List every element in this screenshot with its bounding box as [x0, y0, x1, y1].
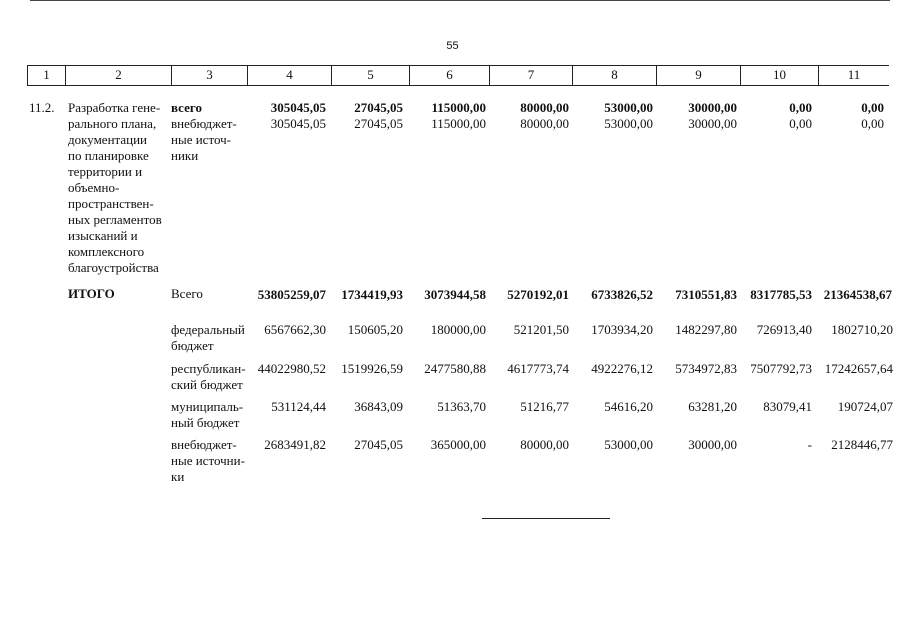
row-name-line: документации: [68, 132, 148, 147]
extrabudget-col10: -: [807, 437, 812, 452]
extrabudget-col6: 365000,00: [430, 437, 486, 452]
top-edge-line: [30, 0, 890, 1]
itogo-total-col8: 6733826,52: [591, 287, 653, 302]
source-line: ники: [171, 148, 199, 163]
header-cell-2: 2: [65, 66, 171, 85]
header-cell-4: 4: [247, 66, 331, 85]
row-name-line: рального плана,: [68, 116, 157, 131]
source-line: федеральный: [171, 322, 245, 337]
itogo-source-federal: [171, 322, 249, 354]
municipal-col10: 83079,41: [763, 399, 812, 414]
federal-col11: 1802710,20: [831, 322, 893, 337]
municipal-col11: 190724,07: [837, 399, 893, 414]
federal-col4: 6567662,30: [264, 322, 326, 337]
source-line: Всего: [171, 286, 203, 301]
federal-col10: 726913,40: [756, 322, 812, 337]
row-name: [68, 100, 172, 276]
extrabudget-col8: 53000,00: [604, 437, 653, 452]
itogo-total-col4: 53805259,07: [257, 287, 326, 302]
itogo-label: ИТОГО: [68, 286, 115, 301]
municipal-col9: 63281,20: [688, 399, 737, 414]
row-name-line: комплексного: [68, 244, 145, 259]
source-line: ные источни-: [171, 453, 245, 468]
source-line: ный бюджет: [171, 415, 240, 430]
source-line: внебюджет-: [171, 116, 237, 131]
end-of-table-rule: [482, 518, 610, 519]
row-total-col10: 0,00: [789, 100, 812, 115]
republic-col6: 2477580,88: [424, 361, 486, 376]
row-total-col6: 115000,00: [431, 100, 486, 115]
table-header-row: [27, 65, 889, 86]
row-total-col9: 30000,00: [688, 100, 737, 115]
itogo-total-col5: 1734419,93: [341, 287, 403, 302]
itogo-source-extrabudget: [171, 437, 249, 485]
row-extra-col6: 115000,00: [431, 116, 486, 131]
republic-col9: 5734972,83: [675, 361, 737, 376]
row-name-line: объемно-: [68, 180, 120, 195]
municipal-col7: 51216,77: [520, 399, 569, 414]
row-name-line: по планировке: [68, 148, 149, 163]
header-cell-6: 6: [409, 66, 489, 85]
row-name-line: ных регламентов: [68, 212, 162, 227]
row-extra-col5: 27045,05: [354, 116, 403, 131]
header-cell-11: 11: [818, 66, 889, 85]
republic-col11: 17242657,64: [824, 361, 893, 376]
source-line: ки: [171, 469, 185, 484]
republic-col8: 4922276,12: [591, 361, 653, 376]
source-extrabudget-label: [171, 116, 247, 164]
row-total-col8: 53000,00: [604, 100, 653, 115]
row-total-col5: 27045,05: [354, 100, 403, 115]
row-extra-col8: 53000,00: [604, 116, 653, 131]
extrabudget-col11: 2128446,77: [831, 437, 893, 452]
republic-col7: 4617773,74: [507, 361, 569, 376]
row-total-col7: 80000,00: [520, 100, 569, 115]
row-total-col4: 305045,05: [270, 100, 326, 115]
row-name-line: Разработка гене-: [68, 100, 161, 115]
source-line: ский бюджет: [171, 377, 243, 392]
row-number: 11.2.: [29, 100, 55, 115]
row-name-line: благоустройства: [68, 260, 159, 275]
source-total-label: всего: [171, 100, 202, 115]
source-line: бюджет: [171, 338, 214, 353]
header-cell-10: 10: [740, 66, 818, 85]
header-cell-7: 7: [489, 66, 572, 85]
header-cell-3: 3: [171, 66, 247, 85]
itogo-total-col10: 8317785,53: [750, 287, 812, 302]
header-cell-5: 5: [331, 66, 409, 85]
row-extra-col10: 0,00: [789, 116, 812, 131]
page-number: 55: [446, 40, 459, 52]
itogo-total-col9: 7310551,83: [675, 287, 737, 302]
republic-col10: 7507792,73: [750, 361, 812, 376]
row-name-line: территории и: [68, 164, 143, 179]
itogo-total-col11: 21364538,67: [823, 287, 892, 302]
extrabudget-col9: 30000,00: [688, 437, 737, 452]
header-cell-8: 8: [572, 66, 656, 85]
municipal-col6: 51363,70: [437, 399, 486, 414]
source-line: муниципаль-: [171, 399, 244, 414]
row-total-col11: 0,00: [861, 100, 884, 115]
itogo-total-col7: 5270192,01: [507, 287, 569, 302]
itogo-source-republic: [171, 361, 249, 393]
municipal-col8: 54616,20: [604, 399, 653, 414]
federal-col8: 1703934,20: [591, 322, 653, 337]
row-extra-col9: 30000,00: [688, 116, 737, 131]
republic-col5: 1519926,59: [341, 361, 403, 376]
itogo-source-municipal: [171, 399, 249, 431]
federal-col6: 180000,00: [430, 322, 486, 337]
municipal-col4: 531124,44: [271, 399, 326, 414]
extrabudget-col7: 80000,00: [520, 437, 569, 452]
row-name-line: пространствен-: [68, 196, 154, 211]
row-extra-col11: 0,00: [861, 116, 884, 131]
source-line: республикан-: [171, 361, 246, 376]
extrabudget-col4: 2683491,82: [264, 437, 326, 452]
header-cell-9: 9: [656, 66, 740, 85]
federal-col5: 150605,20: [347, 322, 403, 337]
header-cell-1: 1: [27, 66, 65, 85]
itogo-total-col6: 3073944,58: [424, 287, 486, 302]
itogo-source-total: [171, 286, 247, 302]
federal-col7: 521201,50: [513, 322, 569, 337]
source-line: внебюджет-: [171, 437, 237, 452]
republic-col4: 44022980,52: [257, 361, 326, 376]
row-extra-col4: 305045,05: [270, 116, 326, 131]
municipal-col5: 36843,09: [354, 399, 403, 414]
federal-col9: 1482297,80: [675, 322, 737, 337]
row-extra-col7: 80000,00: [520, 116, 569, 131]
row-name-line: изысканий и: [68, 228, 138, 243]
source-line: ные источ-: [171, 132, 231, 147]
extrabudget-col5: 27045,05: [354, 437, 403, 452]
